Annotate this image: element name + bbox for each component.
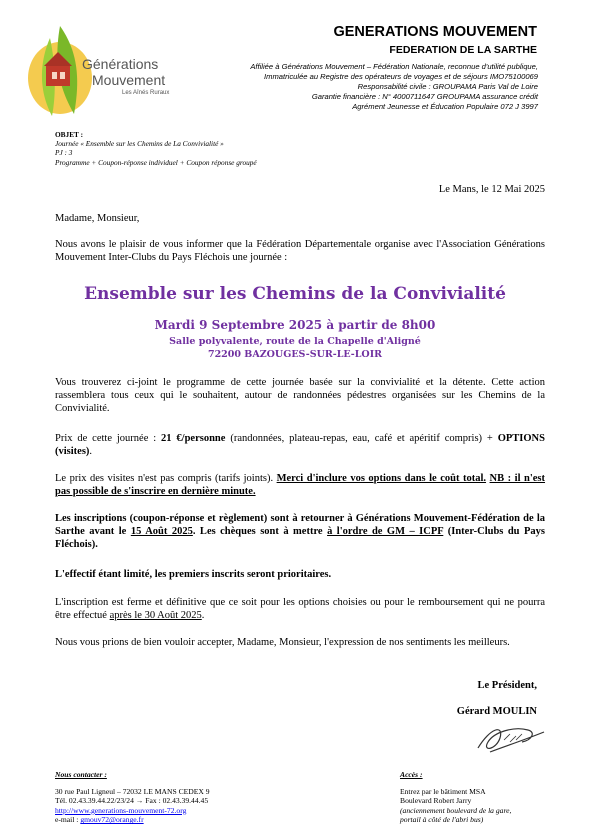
insc-part3: (Inter-Clubs du Pays Fléchois). [55,526,545,550]
price-prefix: Prix de cette journée : [55,433,162,444]
event-title: Ensemble sur les Chemins de la Convivialité [84,284,506,304]
president-title: Le Président, [477,680,537,691]
price-options: OPTIONS (visites) [55,433,545,457]
contact-phone: Tél. 02.43.39.44.22/23/24 → Fax : 02.43.39.44.45 [55,796,209,806]
access-block [400,770,580,825]
refund-paragraph [55,596,545,622]
contact-address: 30 rue Paul Ligneul – 72032 LE MANS CEDEX 9 [55,786,210,796]
visits-prefix: Le prix des visites n'est pas compris (tarifs joints). [55,473,277,484]
access-line: Boulevard Robert Jarry [400,796,472,806]
objet-line: PJ : 3 [55,148,73,158]
logo-tagline: Les Aînés Ruraux [122,90,170,96]
access-note: (anciennement boulevard de la gare, [400,805,512,815]
objet-block [55,130,535,167]
objet-label: OBJET : [55,130,84,139]
contact-heading: Nous contacter : [55,770,107,779]
refund-end: . [201,610,205,621]
event-date: Mardi 9 Septembre 2025 à partir de 8h00 [154,318,436,332]
insc-deadline: 15 Août 2025 [130,526,193,537]
event-place-line2: 72200 BAZOUGES-SUR-LE-LOIR [207,349,383,360]
intro-paragraph: Nous avons le plaisir de vous informer que la Fédération Départementale organise avec l'Association Générations Mouvement Inter-Clubs du Pays Fléchois une journée : [55,239,545,263]
objet-line: Journée « Ensemble sur les Chemins de La Convivialité » [55,139,224,149]
price-paragraph [55,432,545,458]
affiliation-line: Garantie financière : N° 4000711647 GROUPAMA assurance crédit [311,92,538,101]
affiliation-line: Immatriculée au Registre des opérateurs de voyages et de séjours IMO75100069 [264,72,538,81]
signature-graphic [470,718,550,758]
price-end: . [89,446,93,457]
president-name: Gérard MOULIN [456,706,537,717]
program-paragraph: Vous trouverez ci-joint le programme de cette journée basée sur la convivialité et la détente. Cette action rassemblera tous ceux qui le souhaitent, autour de randonnées pédestres organisées sur les Chemins de la Convivialité. [55,377,545,414]
refund-date: après le 30 Août 2025 [109,610,202,621]
access-line: Entrez par le bâtiment MSA [400,786,486,796]
email-prefix: e-mail : [55,815,81,825]
affiliation-block [150,62,538,112]
price-includes: (randonnées, plateau-repas, eau, café et apéritif compris) + [225,433,498,444]
access-heading: Accès : [400,770,423,779]
insc-order: à l'ordre de GM – ICPF [327,526,444,537]
limited-paragraph: L'effectif étant limité, les premiers inscrits seront prioritaires. [55,569,332,580]
website-link[interactable]: http://www.generations-mouvement-72.org [55,805,187,815]
logo-text-line2: Mouvement [92,72,166,88]
email-link[interactable]: gmouv72@orange.fr [80,815,144,825]
affiliation-line: Affiliée à Générations Mouvement – Fédération Nationale, reconnue d'utilité publique, [250,62,538,71]
logo-text-line1: Générations [82,56,159,72]
visits-paragraph [55,472,545,498]
org-subtitle: FEDERATION DE LA SARTHE [389,44,537,56]
affiliation-line: Responsabilité civile : GROUPAMA Paris Val de Loire [357,82,538,91]
access-note: portail à côté de l'abri bus) [400,815,484,825]
inscriptions-paragraph [55,512,545,551]
refund-part1: L'inscription est ferme et définitive que ce soit pour les options choisies ou pour le remboursement qui ne pourra être effectué [55,597,545,621]
closing-paragraph: Nous vous prions de bien vouloir accepter, Madame, Monsieur, l'expression de nos sentiments les meilleurs. [55,637,510,648]
handwritten-signature [470,718,550,758]
visits-nb-note: NB : il n'est pas possible de s'inscrire en dernière minute. [55,473,546,497]
contact-block [55,770,315,825]
insc-part2: . Les chèques sont à mettre [192,526,328,537]
insc-part1: Les inscriptions (coupon-réponse et règlement) sont à retourner à Générations Mouvement-Fédération de la Sarthe avant le [55,513,545,537]
event-place-line1: Salle polyvalente, route de la Chapelle d'Aligné [169,336,421,347]
price-amount: 21 €/personne [161,433,226,444]
affiliation-line: Agrément Jeunesse et Éducation Populaire 072 J 3997 [352,102,538,111]
salutation: Madame, Monsieur, [55,213,140,224]
objet-line: Programme + Coupon-réponse individuel + Coupon réponse groupé [55,157,257,167]
letter-date: Le Mans, le 12 Mai 2025 [438,184,545,195]
visits-options-note: Merci d'inclure vos options dans le coût total. [276,473,487,484]
org-title: GENERATIONS MOUVEMENT [333,24,537,40]
